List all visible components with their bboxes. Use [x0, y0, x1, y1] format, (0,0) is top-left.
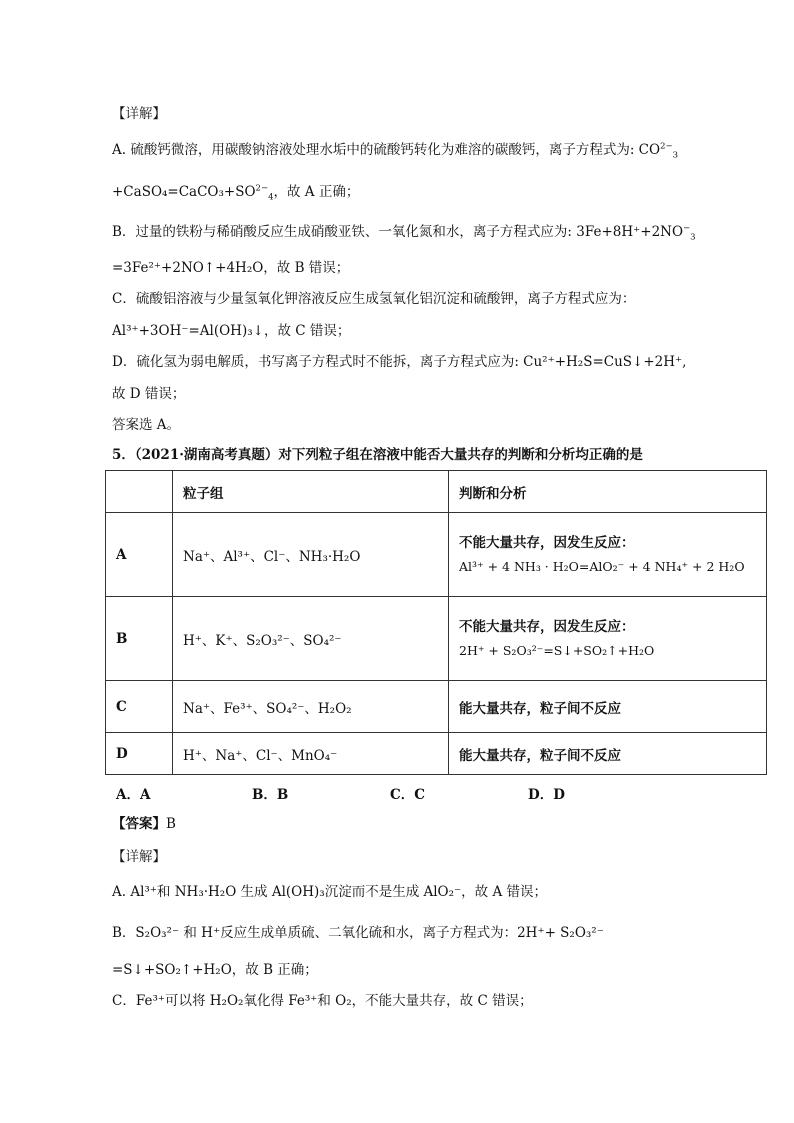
option-d: D．D [528, 787, 565, 803]
judgement-text: 不能大量共存，因发生反应： [459, 534, 635, 551]
particle-group-table [105, 470, 767, 775]
answer-value: B [166, 816, 176, 832]
table-row [106, 597, 767, 681]
row-label: C [106, 681, 173, 733]
row-particle-group: Na⁺、Al³⁺、Cl⁻、NH₃·H₂O [173, 513, 449, 597]
row-judgement: 能大量共存，粒子间不反应 [449, 733, 767, 775]
answer-line [112, 814, 176, 834]
answer-label: 【答案】 [112, 816, 166, 832]
row-particle-group: H⁺、Na⁺、Cl⁻、MnO₄⁻ [173, 733, 449, 775]
analysis-b-line2: =S↓+SO₂↑+H₂O，故 B 正确； [112, 962, 318, 978]
header-particle-group: 粒子组 [173, 471, 449, 513]
row-judgement [449, 597, 767, 681]
analysis-b-line1: B．S₂O₃²⁻ 和 H⁺反应生成单质硫、二氧化硫和水，离子方程式为：2H⁺+ S₂O₃²⁻ [112, 925, 604, 941]
option-c: C．C [390, 787, 425, 803]
row-judgement [449, 513, 767, 597]
table-row [106, 733, 767, 775]
explanation-d-line1: D．硫化氢为弱电解质，书写离子方程式时不能拆，离子方程式应为: Cu²⁺+H₂S=CuS↓+2H⁺, [112, 354, 687, 370]
analysis-a: A. Al³⁺和 NH₃·H₂O 生成 Al(OH)₃沉淀而不是生成 AlO₂⁻，故 A 错误； [112, 884, 547, 900]
row-label: B [106, 597, 173, 681]
explanation-d-line2: 故 D 错误； [112, 386, 186, 402]
row-particle-group: H⁺、K⁺、S₂O₃²⁻、SO₄²⁻ [173, 597, 449, 681]
row-particle-group: Na⁺、Fe³⁺、SO₄²⁻、H₂O₂ [173, 681, 449, 733]
question-5-title: 5．（2021·湖南高考真题）对下列粒子组在溶液中能否大量共存的判断和分析均正确的是 [112, 447, 643, 463]
explanation-a-line1: A. 硫酸钙微溶，用碳酸钠溶液处理水垢中的硫酸钙转化为难溶的碳酸钙，离子方程式为: $CO^{2-}_3$ [112, 141, 679, 161]
table-row [106, 681, 767, 733]
reaction-equation: 2H⁺ + S₂O₃²⁻=S↓+SO₂↑+H₂O [459, 642, 655, 658]
header-judgement: 判断和分析 [449, 471, 767, 513]
explanation-b-line2: =3Fe²⁺+2NO↑+4H₂O，故 B 错误； [112, 260, 350, 276]
explanation-a-line2: $+CaSO_4=CaCO_3+SO^{2-}_4$，故 A 正确； [112, 183, 360, 203]
explanation-c-line2: Al³⁺+3OH⁻=Al(OH)₃↓，故 C 错误； [112, 323, 351, 339]
row-judgement: 能大量共存，粒子间不反应 [449, 681, 767, 733]
explanation-c-line1: C．硫酸铝溶液与少量氢氧化钾溶液反应生成氢氧化铝沉淀和硫酸钾，离子方程式应为： [112, 291, 636, 307]
table-row [106, 513, 767, 597]
row-label: D [106, 733, 173, 775]
analysis-c: C．Fe³⁺可以将 H₂O₂氧化得 Fe³⁺和 O₂，不能大量共存，故 C 错误； [112, 993, 533, 1009]
reaction-equation: Al³⁺ + 4 NH₃ · H₂O=AlO₂⁻ + 4 NH₄⁺ + 2 H₂O [459, 558, 745, 574]
option-b: B．B [252, 787, 289, 803]
header-empty-cell [106, 471, 173, 513]
detail-heading-1: 【详解】 [112, 106, 166, 122]
table-header-row [106, 471, 767, 513]
row-label: A [106, 513, 173, 597]
answer-choice-text: 答案选 A。 [112, 417, 181, 433]
option-a: A．A [116, 787, 151, 803]
judgement-text: 不能大量共存，因发生反应： [459, 618, 635, 635]
explanation-b-line1: B．过量的铁粉与稀硝酸反应生成硝酸亚铁、一氧化氮和水，离子方程式应为: $3Fe+8H^++2NO^-_3$ [112, 223, 696, 243]
detail-heading-2: 【详解】 [112, 849, 166, 865]
